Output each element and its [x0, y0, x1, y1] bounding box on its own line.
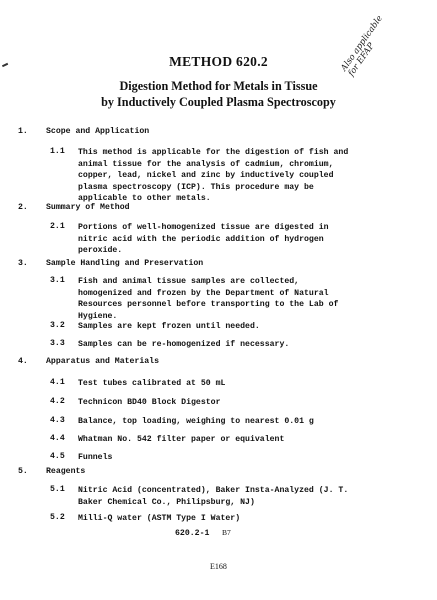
section-number: 1.: [18, 127, 28, 136]
section-number: 5.: [18, 467, 28, 476]
item-text: Fish and animal tissue samples are collected, homogenized and frozen by the Department of Natural Resources personnel before transporting to the Lab of Hygiene.: [78, 277, 339, 321]
section-title: Sample Handling and Preservation: [46, 259, 204, 268]
item-number: 1.1: [50, 147, 65, 156]
item-text: Milli-Q water (ASTM Type I Water): [78, 514, 241, 523]
handwritten-note: Also applicable for EFAP: [339, 13, 385, 79]
section-number: 4.: [18, 357, 28, 366]
item-text: Balance, top loading, weighing to nearest 0.01 g: [78, 417, 314, 426]
page-code: 620.2-1: [175, 529, 210, 538]
page-mark: B7: [222, 528, 231, 537]
item-text: Nitric Acid (concentrated), Baker Insta-Analyzed (J. T. Baker Chemical Co., Philipsburg, NJ): [78, 486, 349, 507]
section-number: 2.: [18, 203, 28, 212]
item-text: Test tubes calibrated at 50 mL: [78, 379, 226, 388]
item-number: 5.1: [50, 485, 65, 494]
item-number: 4.4: [50, 434, 65, 443]
method-title: METHOD 620.2: [169, 54, 268, 69]
item-number: 4.5: [50, 452, 65, 461]
section-number: 3.: [18, 259, 28, 268]
item-text: Samples can be re-homogenized if necessary.: [78, 340, 290, 349]
item-number: 4.1: [50, 378, 65, 387]
item-number: 3.2: [50, 321, 65, 330]
section-title: Summary of Method: [46, 203, 130, 212]
item-number: 3.3: [50, 339, 65, 348]
item-number: 4.3: [50, 416, 65, 425]
section-title: Scope and Application: [46, 127, 150, 136]
item-number: 3.1: [50, 276, 65, 285]
subtitle-line-1: Digestion Method for Metals in Tissue: [119, 79, 318, 93]
item-text: Portions of well-homogenized tissue are digested in nitric acid with the periodic addition of hydrogen peroxide.: [78, 223, 329, 256]
item-text: This method is applicable for the digestion of fish and animal tissue for the analysis of cadmium, chromium, copper, lead, nickel and zinc by inductively coupled plasma spectroscopy (ICP). This procedure may be applicable to other metals.: [78, 148, 349, 204]
section-title: Reagents: [46, 467, 86, 476]
page-number: E168: [210, 562, 227, 571]
section-title: Apparatus and Materials: [46, 357, 160, 366]
subtitle-line-2: by Inductively Coupled Plasma Spectroscopy: [101, 95, 336, 109]
item-text: Samples are kept frozen until needed.: [78, 322, 260, 331]
item-text: Technicon BD40 Block Digestor: [78, 398, 221, 407]
item-text: Funnels: [78, 453, 113, 462]
item-number: 5.2: [50, 513, 65, 522]
item-number: 4.2: [50, 397, 65, 406]
item-number: 2.1: [50, 222, 65, 231]
item-text: Whatman No. 542 filter paper or equivalent: [78, 435, 285, 444]
